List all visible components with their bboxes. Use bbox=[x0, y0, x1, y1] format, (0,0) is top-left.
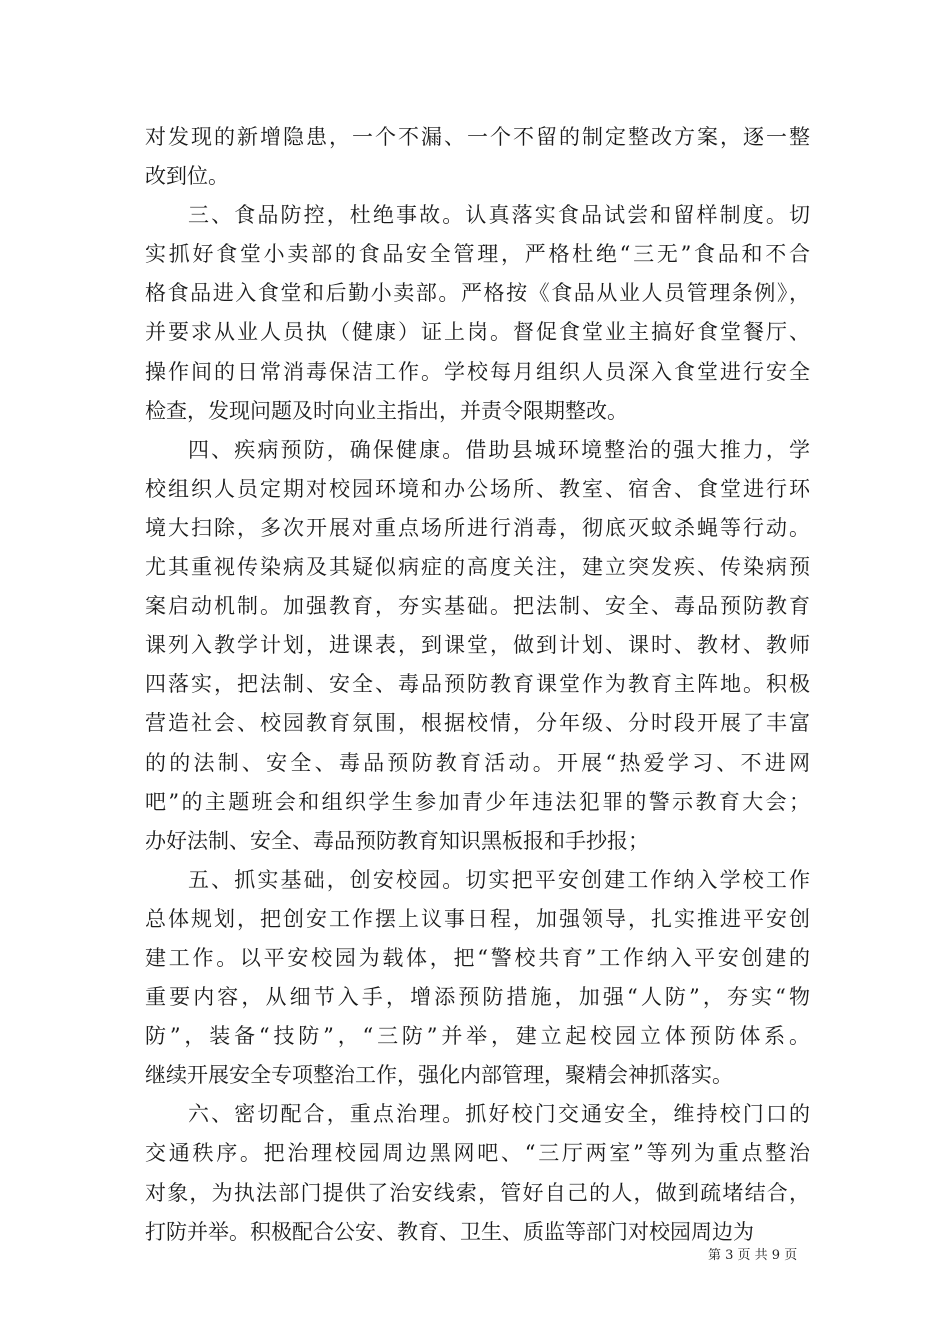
text-line: 检查，发现问题及时向业主指出，并责令限期整改。 bbox=[145, 398, 628, 423]
text-line: 总体规划，把创安工作摆上议事日程，加强领导，扎实推进平安创 bbox=[145, 906, 810, 931]
page-number-footer: 第 3 页 共 9 页 bbox=[708, 1248, 798, 1263]
text-line: 改到位。 bbox=[145, 164, 229, 189]
text-line: 重要内容，从细节入手，增添预防措施，加强“人防”，夯实“物 bbox=[145, 985, 810, 1010]
text-line: 六、密切配合，重点治理。抓好校门交通安全，维持校门口的 bbox=[188, 1102, 810, 1127]
text-line: 的的法制、安全、毒品预防教育活动。开展“热爱学习、不进网 bbox=[145, 750, 810, 775]
text-line: 案启动机制。加强教育，夯实基础。把法制、安全、毒品预防教育 bbox=[145, 594, 810, 619]
text-line: 实抓好食堂小卖部的食品安全管理，严格杜绝“三无”食品和不合 bbox=[145, 242, 810, 267]
text-line: 操作间的日常消毒保洁工作。学校每月组织人员深入食堂进行安全 bbox=[145, 359, 810, 384]
text-line: 四、疾病预防，确保健康。借助县城环境整治的强大推力，学 bbox=[188, 437, 810, 462]
text-line: 继续开展安全专项整治工作，强化内部管理，聚精会神抓落实。 bbox=[145, 1063, 733, 1088]
text-line: 交通秩序。把治理校园周边黑网吧、“三厅两室”等列为重点整治 bbox=[145, 1141, 810, 1166]
text-line: 防”，装备“技防”，“三防”并举，建立起校园立体预防体系。 bbox=[145, 1024, 810, 1049]
text-line: 办好法制、安全、毒品预防教育知识黑板报和手抄报； bbox=[145, 828, 649, 853]
paragraph bbox=[145, 196, 810, 431]
text-line: 境大扫除，多次开展对重点场所进行消毒，彻底灭蚊杀蝇等行动。 bbox=[145, 515, 810, 540]
text-line: 对发现的新增隐患，一个不漏、一个不留的制定整改方案，逐一整 bbox=[145, 125, 810, 149]
text-line: 五、抓实基础，创安校园。切实把平安创建工作纳入学校工作 bbox=[188, 867, 810, 892]
text-line: 格食品进入食堂和后勤小卖部。严格按《食品从业人员管理条例》， bbox=[145, 281, 810, 306]
text-line: 并要求从业人员执（健康）证上岗。督促食堂业主搞好食堂餐厅、 bbox=[145, 320, 810, 345]
paragraph bbox=[145, 118, 810, 196]
paragraph bbox=[145, 431, 810, 861]
text-line: 尤其重视传染病及其疑似病症的高度关注，建立突发疾、传染病预 bbox=[145, 555, 810, 580]
text-line: 对象，为执法部门提供了治安线索，管好自己的人，做到疏堵结合， bbox=[145, 1180, 810, 1205]
text-line: 吧”的主题班会和组织学生参加青少年违法犯罪的警示教育大会； bbox=[145, 789, 810, 814]
text-line: 营造社会、校园教育氛围，根据校情，分年级、分时段开展了丰富 bbox=[145, 711, 810, 736]
text-line: 校组织人员定期对校园环境和办公场所、教室、宿舍、食堂进行环 bbox=[145, 476, 810, 501]
paragraph bbox=[145, 861, 810, 1096]
text-line: 建工作。以平安校园为载体，把“警校共育”工作纳入平安创建的 bbox=[145, 945, 810, 970]
text-line: 三、食品防控，杜绝事故。认真落实食品试尝和留样制度。切 bbox=[188, 203, 810, 228]
text-line: 课列入教学计划，进课表，到课堂，做到计划、课时、教材、教师 bbox=[145, 633, 810, 658]
text-line: 打防并举。积极配合公安、教育、卫生、质监等部门对校园周边为 bbox=[145, 1219, 754, 1244]
document-body bbox=[145, 118, 810, 1252]
paragraph bbox=[145, 1095, 810, 1251]
text-line: 四落实，把法制、安全、毒品预防教育课堂作为教育主阵地。积极 bbox=[145, 672, 810, 697]
